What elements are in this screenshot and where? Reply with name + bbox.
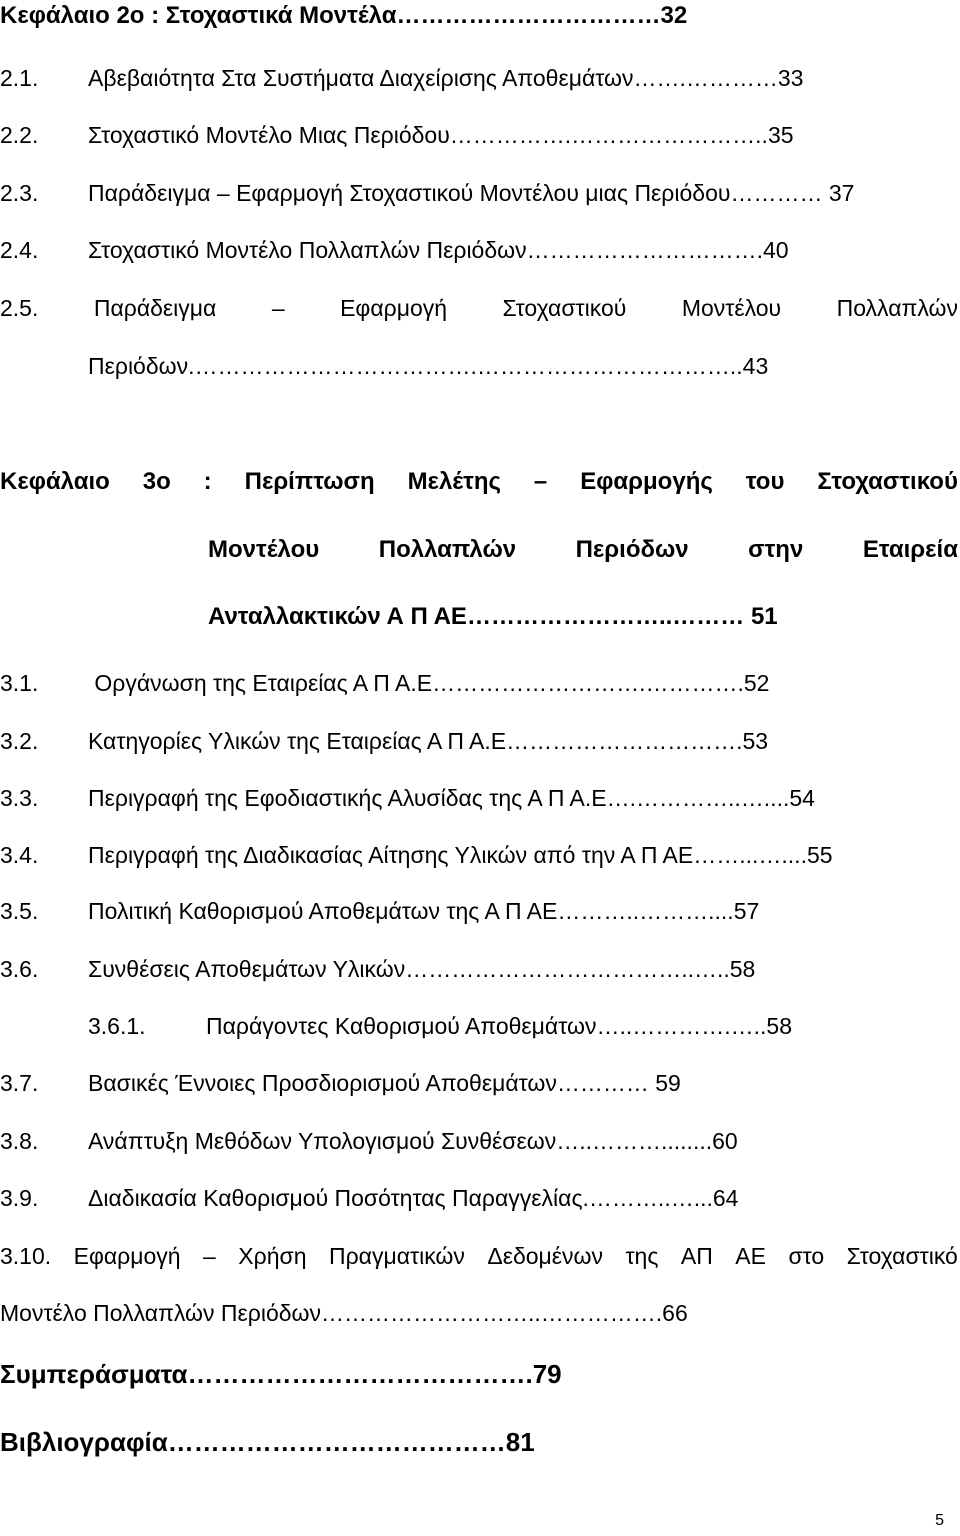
toc-title: Βασικές Έννοιες Προσδιορισμού Αποθεμάτων………… 59	[88, 1070, 681, 1096]
toc-title: Συνθέσεις Αποθεμάτων Υλικών………………………………..…..58	[88, 956, 756, 982]
toc-word: Μελέτης	[407, 468, 501, 495]
toc-word: Εφαρμογή	[73, 1243, 181, 1269]
toc-word: Πολλαπλών	[378, 536, 517, 563]
toc-word: της	[625, 1243, 659, 1269]
toc-entry-2-5[interactable]	[0, 294, 958, 322]
toc-word: –	[533, 468, 548, 495]
toc-number: 2.5.	[0, 295, 39, 321]
toc-number: 3.7.	[0, 1070, 39, 1096]
toc-title: Περιγραφή της Εφοδιαστικής Αλυσίδας της Α Π Α.Ε….…………..…....54	[88, 785, 815, 811]
toc-title: Διαδικασία Καθορισμού Ποσότητας Παραγγελίας.………..…...64	[88, 1185, 739, 1211]
toc-entry-3-4[interactable]	[0, 841, 833, 869]
toc-title: Ανάπτυξη Μεθόδων Υπολογισμού Συνθέσεων…..………........60	[88, 1128, 738, 1154]
toc-word: Πραγματικών	[328, 1243, 465, 1269]
toc-title: Στοχαστικό Μοντέλο Πολλαπλών Περιόδων………………………….40	[88, 237, 789, 263]
toc-title: Παράδειγμα – Εφαρμογή Στοχαστικού Μοντέλου μιας Περιόδου………… 37	[88, 180, 855, 206]
toc-word: στην	[748, 536, 804, 563]
toc-word: Πολλαπλών	[836, 295, 958, 321]
toc-number: 3.9.	[0, 1185, 39, 1211]
toc-title: Στοχαστικό Μοντέλο Μιας Περιόδου…………….……………………..35	[88, 122, 794, 148]
toc-conclusions[interactable]: Συμπεράσματα………………………………….79	[0, 1359, 562, 1389]
toc-title: Πολιτική Καθορισμού Αποθεμάτων της Α Π ΑΕ………..………....57	[88, 898, 760, 924]
toc-entry-3-5[interactable]	[0, 897, 759, 925]
toc-word: ΑΕ	[735, 1243, 766, 1269]
toc-number: 3.6.1.	[88, 1013, 146, 1039]
toc-entry-3-1[interactable]	[0, 669, 769, 697]
toc-word: –	[271, 295, 285, 321]
toc-chapter-3-line-2[interactable]	[208, 536, 958, 564]
toc-word: Μοντέλου	[681, 295, 782, 321]
toc-word: Εταιρεία	[862, 536, 958, 563]
toc-entry-3-8[interactable]	[0, 1127, 738, 1155]
toc-word: Περιόδων	[575, 536, 689, 563]
toc-word: Στοχαστικό	[846, 1243, 958, 1269]
toc-number: 3.2.	[0, 728, 39, 754]
toc-title: Οργάνωση της Εταιρείας Α Π Α.Ε……………………….………….52	[88, 670, 770, 696]
toc-word: Μοντέλου	[208, 536, 320, 563]
toc-number: 3.3.	[0, 785, 39, 811]
toc-number: 2.2.	[0, 122, 39, 148]
toc-number: 3.6.	[0, 956, 39, 982]
toc-word: 3ο	[142, 468, 171, 495]
toc-number: 3.10.	[0, 1243, 52, 1269]
toc-entry-3-2[interactable]	[0, 727, 768, 755]
toc-number: 3.8.	[0, 1128, 39, 1154]
toc-entry-2-5-continued[interactable]: Περιόδων.……………………………….……………………………..43	[88, 353, 769, 379]
toc-entry-3-6[interactable]	[0, 955, 755, 983]
toc-number: 3.4.	[0, 842, 39, 868]
toc-entry-2-3[interactable]	[0, 179, 854, 207]
toc-title: Περιγραφή της Διαδικασίας Αίτησης Υλικών από την Α Π ΑΕ……...…....55	[88, 842, 833, 868]
toc-word: :	[203, 468, 212, 495]
toc-title: Παράγοντες Καθορισμού Αποθεμάτων…..………….…..58	[206, 1013, 792, 1039]
toc-word: στο	[788, 1243, 825, 1269]
toc-entry-3-10-continued[interactable]: Μοντέλο Πολλαπλών Περιόδων………………………..…………….66	[0, 1300, 688, 1326]
toc-title: Κατηγορίες Υλικών της Εταιρείας Α Π Α.Ε………………………….53	[88, 728, 769, 754]
toc-word: του	[745, 468, 785, 495]
toc-word: Κεφάλαιο	[0, 468, 110, 495]
toc-entry-2-2[interactable]	[0, 121, 794, 149]
toc-number: 2.1.	[0, 65, 39, 91]
toc-chapter-3-line-3[interactable]	[208, 603, 778, 631]
toc-word: Στοχαστικού	[817, 468, 958, 495]
toc-word: ΑΠ	[680, 1243, 713, 1269]
toc-entry-3-10[interactable]	[0, 1242, 958, 1270]
toc-word: Εφαρμογής	[580, 468, 713, 495]
toc-number: 3.1.	[0, 670, 39, 696]
toc-entry-3-9[interactable]	[0, 1184, 738, 1212]
toc-entry-2-4[interactable]	[0, 236, 789, 264]
toc-word: Παράδειγμα	[93, 295, 217, 321]
toc-entry-3-3[interactable]	[0, 784, 815, 812]
toc-word: Περίπτωση	[244, 468, 375, 495]
toc-word: Στοχαστικού	[502, 295, 627, 321]
toc-word: Δεδομένων	[487, 1243, 604, 1269]
toc-entry-3-6-1[interactable]	[88, 1012, 792, 1040]
toc-title: Ανταλλακτικών Α Π ΑΕ……………………..……… 51	[208, 603, 778, 630]
toc-chapter-2[interactable]: Κεφάλαιο 2ο : Στοχαστικά Μοντέλα……………………………32	[0, 2, 688, 29]
toc-title: Αβεβαιότητα Στα Συστήματα Διαχείρισης Αποθεμάτων…….…………33	[88, 65, 804, 91]
toc-number: 3.5.	[0, 898, 39, 924]
toc-bibliography[interactable]: Βιβλιογραφία…………………………………81	[0, 1427, 535, 1457]
toc-word: –	[203, 1243, 216, 1269]
toc-chapter-3[interactable]	[0, 468, 958, 496]
page-number: 5	[935, 1512, 944, 1529]
toc-word: Εφαρμογή	[340, 295, 448, 321]
toc-entry-3-7[interactable]	[0, 1069, 681, 1097]
toc-number: 2.4.	[0, 237, 39, 263]
toc-number: 2.3.	[0, 180, 39, 206]
toc-entry-2-1[interactable]	[0, 64, 803, 92]
toc-word: Χρήση	[238, 1243, 307, 1269]
